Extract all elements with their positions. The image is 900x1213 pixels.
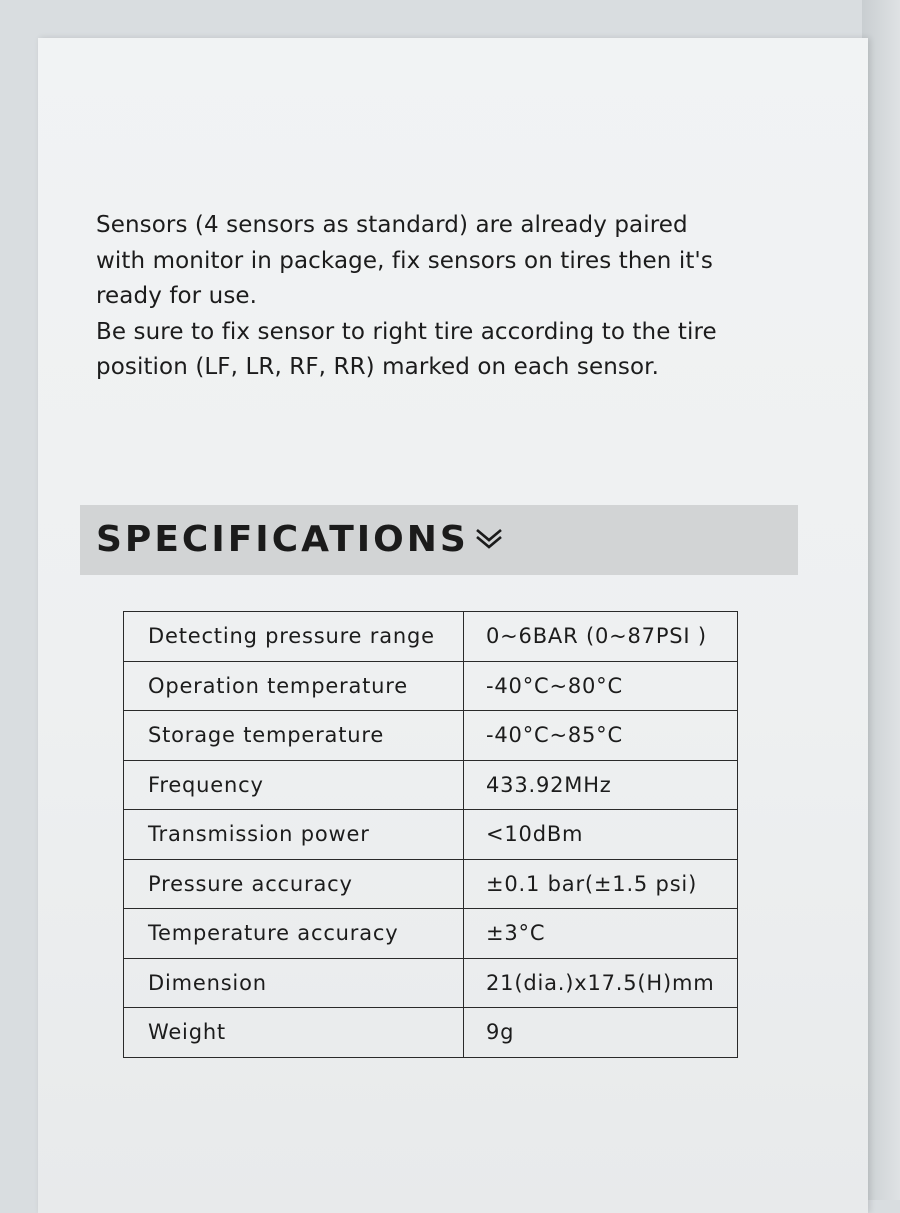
spec-value: 433.92MHz bbox=[464, 760, 738, 810]
table-row bbox=[124, 1008, 738, 1058]
spec-value: ±3°C bbox=[464, 909, 738, 959]
spec-label: Temperature accuracy bbox=[124, 909, 464, 959]
table-row bbox=[124, 760, 738, 810]
table-row bbox=[124, 909, 738, 959]
table-row bbox=[124, 711, 738, 761]
spec-value: <10dBm bbox=[464, 810, 738, 860]
intro-paragraph-pairing: Sensors (4 sensors as standard) are already paired with monitor in package, fix sensors on tires then it's ready for use. bbox=[96, 212, 713, 309]
specifications-table bbox=[123, 611, 738, 1058]
table-row bbox=[124, 859, 738, 909]
spec-label: Transmission power bbox=[124, 810, 464, 860]
table-row bbox=[124, 661, 738, 711]
spec-label: Weight bbox=[124, 1008, 464, 1058]
table-row bbox=[124, 810, 738, 860]
table-row bbox=[124, 958, 738, 1008]
double-chevron-down-icon bbox=[474, 527, 504, 553]
table-row bbox=[124, 612, 738, 662]
spec-value: 9g bbox=[464, 1008, 738, 1058]
spec-label: Storage temperature bbox=[124, 711, 464, 761]
spec-value: ±0.1 bar(±1.5 psi) bbox=[464, 859, 738, 909]
intro-text bbox=[96, 208, 786, 386]
spec-value: 0~6BAR (0~87PSI ) bbox=[464, 612, 738, 662]
spec-label: Frequency bbox=[124, 760, 464, 810]
spec-label: Detecting pressure range bbox=[124, 612, 464, 662]
intro-paragraph-position: Be sure to fix sensor to right tire according to the tire position (LF, LR, RF, RR) marked on each sensor. bbox=[96, 318, 717, 380]
spec-value: -40°C~85°C bbox=[464, 711, 738, 761]
spec-value: -40°C~80°C bbox=[464, 661, 738, 711]
spec-label: Dimension bbox=[124, 958, 464, 1008]
spec-label: Operation temperature bbox=[124, 661, 464, 711]
spec-label: Pressure accuracy bbox=[124, 859, 464, 909]
spec-value: 21(dia.)x17.5(H)mm bbox=[464, 958, 738, 1008]
specifications-title: SPECIFICATIONS bbox=[96, 519, 469, 560]
